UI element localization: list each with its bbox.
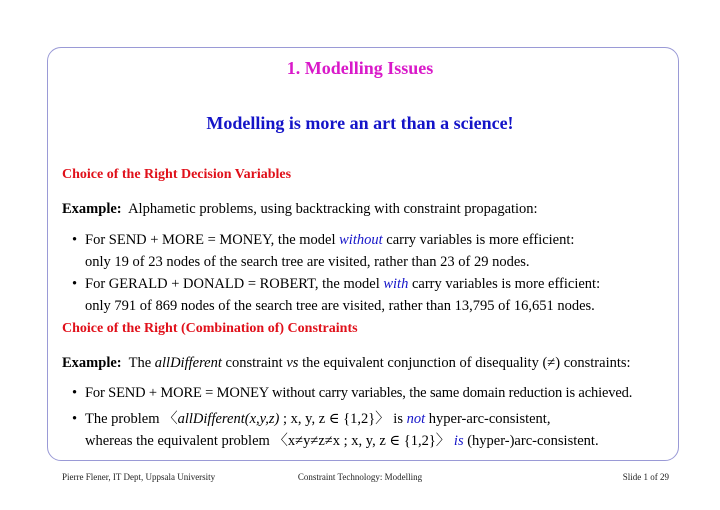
bullet-text: whereas the equivalent problem 〈x≠y≠z≠x ; x, y, z ∈ {1,2}〉 bbox=[85, 433, 454, 449]
bullet-dot: • bbox=[72, 385, 77, 401]
bullet-text: For GERALD + DONALD = ROBERT, the model bbox=[85, 276, 384, 292]
footer-slide-number: Slide 1 of 29 bbox=[622, 472, 669, 482]
bullet-text: carry variables is more efficient: bbox=[382, 232, 575, 248]
example-paragraph-2 bbox=[62, 355, 631, 372]
bullet-dot: • bbox=[72, 232, 78, 248]
example-label: Example: bbox=[62, 201, 122, 217]
example-text: the equivalent conjunction of disequality (≠) constraints: bbox=[298, 355, 631, 371]
bullet-domain-reduction bbox=[72, 382, 632, 404]
bullet-continuation: only 791 of 869 nodes of the search tree are visited, rather than 13,795 of 16,651 nodes. bbox=[85, 298, 595, 314]
example-text: Alphametic problems, using backtracking with constraint propagation: bbox=[128, 201, 538, 217]
bullet-text: For SEND + MORE = MONEY without carry variables, the same domain reduction is achieved. bbox=[85, 385, 633, 401]
bullet-emphasis: (x,y,z) bbox=[244, 411, 280, 427]
section-heading-variables: Choice of the Right Decision Variables bbox=[62, 167, 292, 182]
bullet-send-more-money bbox=[72, 229, 574, 273]
example-text: constraint bbox=[221, 355, 287, 371]
bullet-dot: • bbox=[72, 411, 78, 427]
bullet-text: hyper-arc-consistent, bbox=[425, 411, 551, 427]
bullet-gerald-donald-robert bbox=[72, 273, 600, 317]
example-text: The bbox=[128, 355, 155, 371]
bullet-text: The problem 〈 bbox=[85, 411, 178, 427]
bullet-text: (hyper-)arc-consistent. bbox=[463, 433, 599, 449]
footer-author: Pierre Flener, IT Dept, Uppsala University bbox=[62, 472, 216, 482]
bullet-dot: • bbox=[72, 276, 78, 292]
bullet-emphasis: allDifferent bbox=[177, 411, 245, 427]
example-emphasis: vs bbox=[286, 355, 299, 371]
bullet-emphasis: with bbox=[383, 276, 409, 292]
bullet-hyper-arc-consistency bbox=[72, 408, 599, 452]
bullet-continuation: only 19 of 23 nodes of the search tree are visited, rather than 23 of 29 nodes. bbox=[85, 254, 530, 270]
slide-title: 1. Modelling Issues bbox=[286, 58, 434, 78]
slide-subtitle: Modelling is more an art than a science! bbox=[206, 113, 514, 133]
bullet-text: For SEND + MORE = MONEY, the model bbox=[85, 232, 340, 248]
bullet-emphasis: without bbox=[339, 232, 383, 248]
footer-course: Constraint Technology: Modelling bbox=[297, 472, 423, 482]
section-heading-constraints: Choice of the Right (Combination of) Constraints bbox=[62, 321, 358, 336]
example-paragraph-1 bbox=[62, 201, 538, 218]
bullet-text: carry variables is more efficient: bbox=[408, 276, 601, 292]
bullet-emphasis: not bbox=[406, 411, 426, 427]
example-label: Example: bbox=[62, 355, 122, 371]
example-emphasis: allDifferent bbox=[154, 355, 222, 371]
bullet-text: ; x, y, z ∈ {1,2}〉 is bbox=[279, 411, 407, 427]
bullet-emphasis: is bbox=[453, 433, 464, 449]
bullet-continuation bbox=[72, 430, 599, 452]
